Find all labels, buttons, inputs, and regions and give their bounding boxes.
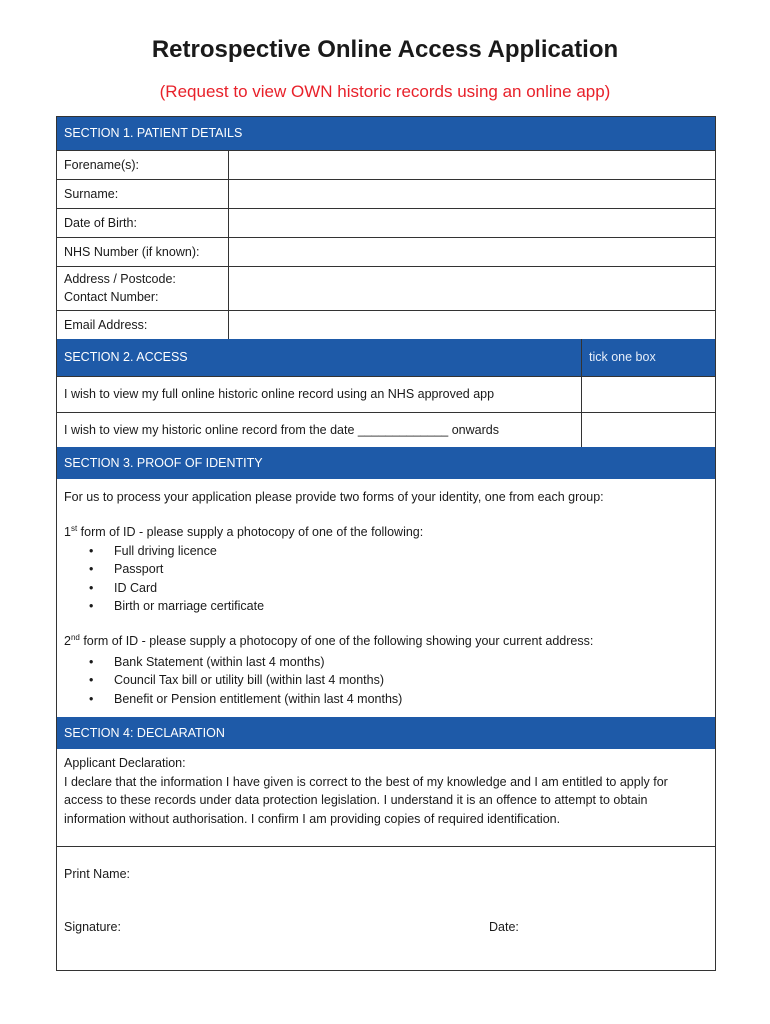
second-id-list [89, 653, 402, 708]
dob-input[interactable] [229, 209, 715, 237]
first-id-list [89, 542, 264, 615]
list-item: • Benefit or Pension entitlement (within last 4 months) [89, 690, 402, 708]
forename-label: Forename(s): [64, 158, 140, 172]
declaration-title: Applicant Declaration: [64, 756, 186, 770]
address-contact-input[interactable] [229, 267, 715, 310]
identity-intro: For us to process your application please provide two forms of your identity, one from each group: [64, 490, 604, 504]
email-label: Email Address: [64, 318, 148, 332]
bullet-icon: • [89, 580, 94, 595]
first-id-form-line [64, 525, 423, 539]
surname-label: Surname: [64, 187, 119, 201]
access-option-full-checkbox[interactable] [582, 377, 715, 412]
section2-heading: SECTION 2. ACCESS [57, 339, 715, 376]
print-name-input[interactable] [147, 857, 707, 893]
dob-label: Date of Birth: [64, 216, 137, 230]
access-option-date-label: I wish to view my historic online record from the date _____________ onwards [64, 423, 499, 437]
forename-input[interactable] [229, 151, 715, 179]
surname-input[interactable] [229, 180, 715, 208]
signature-label: Signature: [64, 920, 121, 934]
list-item: • Birth or marriage certificate [89, 597, 264, 615]
nhs-number-input[interactable] [229, 238, 715, 266]
bullet-icon: • [89, 544, 94, 558]
signature-input[interactable] [132, 909, 472, 949]
date-input[interactable] [529, 909, 709, 949]
date-label: Date: [489, 920, 519, 934]
tick-one-box-label: tick one box [589, 350, 656, 364]
bullet-icon: • [89, 673, 94, 688]
list-item: • Full driving licence [89, 542, 264, 560]
section4-heading: SECTION 4: DECLARATION [57, 717, 715, 749]
bullet-icon: • [89, 655, 94, 669]
print-name-label: Print Name: [64, 867, 130, 881]
declaration-block [64, 754, 704, 828]
bullet-icon: • [89, 562, 94, 577]
list-item: • Bank Statement (within last 4 months) [89, 653, 402, 671]
email-input[interactable] [229, 311, 715, 339]
declaration-text: I declare that the information I have given is correct to the best of my knowledge and I am entitled to apply for access to these records under data protection legislation. I understand it is an offence to attempt to obtain information without authorisation. I confirm I am providing copies of required identification. [64, 774, 668, 826]
bullet-icon: • [89, 598, 94, 613]
address-label: Address / Postcode: [64, 272, 176, 286]
second-id-ordinal-suffix: nd [70, 632, 80, 642]
address-contact-label [64, 270, 176, 306]
first-id-ordinal-suffix: st [70, 523, 78, 533]
second-id-text: form of ID - please supply a photocopy of one of the following showing your current address: [79, 634, 594, 648]
contact-number-label: Contact Number: [64, 290, 159, 304]
nhs-number-label: NHS Number (if known): [64, 245, 200, 259]
list-item: • Council Tax bill or utility bill (within last 4 months) [89, 671, 402, 689]
first-id-text: form of ID - please supply a photocopy of one of the following: [77, 525, 424, 539]
section1-heading: SECTION 1. PATIENT DETAILS [57, 117, 715, 150]
first-id-ordinal: 1 [64, 525, 71, 539]
second-id-form-line [64, 634, 593, 648]
bullet-icon: • [89, 691, 94, 706]
form-subtitle: (Request to view OWN historic records using an online app) [159, 82, 611, 101]
list-item: • Passport [89, 560, 264, 578]
access-option-full-label: I wish to view my full online historic online record using an NHS approved app [64, 387, 495, 401]
list-item: • ID Card [89, 579, 264, 597]
access-option-date-checkbox[interactable] [582, 413, 715, 447]
form-title: Retrospective Online Access Application [151, 36, 619, 63]
application-form [56, 116, 716, 971]
section3-heading: SECTION 3. PROOF OF IDENTITY [57, 447, 715, 479]
second-id-ordinal: 2 [64, 634, 71, 648]
